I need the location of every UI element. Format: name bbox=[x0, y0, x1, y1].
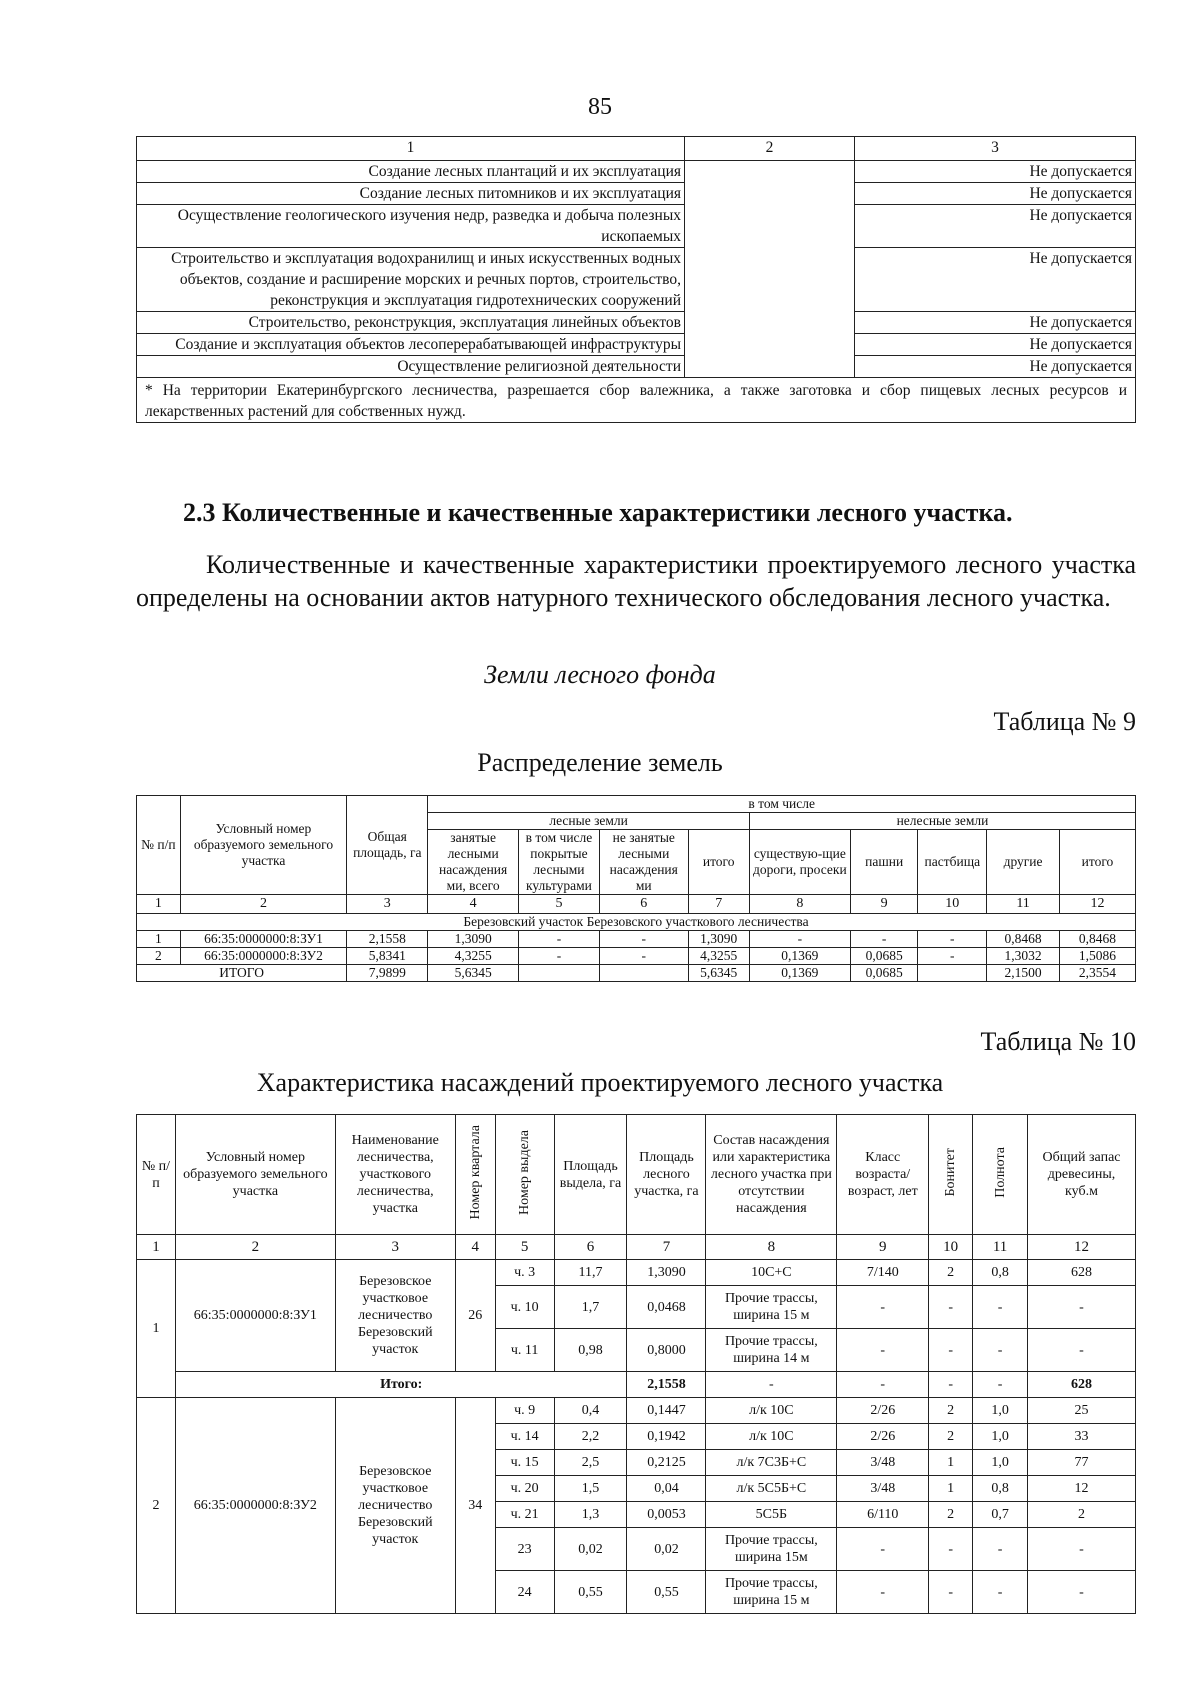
header-plot: Условный номер образуемого земельного участка bbox=[180, 796, 347, 895]
restrictions-table bbox=[136, 136, 1136, 423]
subtotal-row bbox=[137, 1372, 1136, 1398]
plot-id: 66:35:0000000:8:ЗУ1 bbox=[175, 1260, 335, 1372]
cell: 77 bbox=[1028, 1450, 1136, 1476]
table-row bbox=[137, 931, 1136, 948]
cell: ч. 21 bbox=[495, 1502, 554, 1528]
cell: - bbox=[929, 1286, 973, 1329]
paragraph-text: Количественные и качественные характеристики проектируемого лесного участка определены на основании актов натурного технического обследования лесного участка. bbox=[136, 550, 1136, 612]
col-number: 2 bbox=[175, 1235, 335, 1260]
status-cell: Не допускается bbox=[855, 356, 1136, 378]
activity-cell: Создание лесных плантаций и их эксплуатация bbox=[137, 161, 685, 183]
cell: 66:35:0000000:8:ЗУ1 bbox=[180, 931, 347, 948]
status-cell: Не допускается bbox=[855, 161, 1136, 183]
table-row bbox=[137, 312, 1136, 334]
cell: - bbox=[1028, 1329, 1136, 1372]
cell: ч. 10 bbox=[495, 1286, 554, 1329]
cell: - bbox=[918, 948, 987, 965]
cell: 0,2125 bbox=[627, 1450, 706, 1476]
cell: 2,5 bbox=[554, 1450, 627, 1476]
cell: л/к 10С bbox=[706, 1398, 837, 1424]
table-row bbox=[137, 356, 1136, 378]
col-number: 9 bbox=[837, 1235, 929, 1260]
forestry-name: Березовское участковое лесничество Березовский участок bbox=[335, 1398, 455, 1614]
col-number: 4 bbox=[455, 1235, 495, 1260]
header-age: Класс возраста/ возраст, лет bbox=[837, 1115, 929, 1235]
cell: 0,98 bbox=[554, 1329, 627, 1372]
cell: ч. 3 bbox=[495, 1260, 554, 1286]
cell: л/к 7С3Б+С bbox=[706, 1450, 837, 1476]
col-number: 2 bbox=[180, 895, 347, 914]
cell: - bbox=[837, 1372, 929, 1398]
cell: 0,0685 bbox=[850, 948, 918, 965]
cell: - bbox=[850, 931, 918, 948]
cell: 0,0468 bbox=[627, 1286, 706, 1329]
header-arable: пашни bbox=[850, 830, 918, 895]
cell: - bbox=[837, 1286, 929, 1329]
cell: - bbox=[837, 1329, 929, 1372]
cell: - bbox=[973, 1528, 1028, 1571]
cell: 12 bbox=[1028, 1476, 1136, 1502]
cell: - bbox=[973, 1329, 1028, 1372]
cell: 1,3 bbox=[554, 1502, 627, 1528]
col-number: 4 bbox=[428, 895, 519, 914]
land-distribution-table bbox=[136, 795, 1136, 982]
cell: - bbox=[706, 1372, 837, 1398]
table-row bbox=[137, 161, 1136, 183]
cell: - bbox=[1028, 1286, 1136, 1329]
cell: 628 bbox=[1028, 1260, 1136, 1286]
cell: 0,8 bbox=[973, 1476, 1028, 1502]
cell: 2 bbox=[1028, 1502, 1136, 1528]
table10-title: Характеристика насаждений проектируемого лесного участка bbox=[256, 1068, 944, 1097]
cell: 0,0685 bbox=[850, 965, 918, 982]
cell: 0,1369 bbox=[749, 965, 850, 982]
col-number: 1 bbox=[137, 137, 685, 161]
header-total-forest: итого bbox=[688, 830, 749, 895]
total-row bbox=[137, 965, 1136, 982]
cell: 0,8468 bbox=[987, 931, 1060, 948]
col-number: 8 bbox=[706, 1235, 837, 1260]
cell: 3/48 bbox=[837, 1450, 929, 1476]
cell: 0,8000 bbox=[627, 1329, 706, 1372]
cell bbox=[518, 965, 599, 982]
status-cell: Не допускается bbox=[855, 334, 1136, 356]
header-bonitet-text: Бонитет bbox=[943, 1147, 959, 1197]
cell: 2 bbox=[929, 1424, 973, 1450]
footnote-row bbox=[137, 378, 1136, 423]
cell: 33 bbox=[1028, 1424, 1136, 1450]
header-occupied: занятые лесными насаждения ми, всего bbox=[428, 830, 519, 895]
header-other: другие bbox=[987, 830, 1060, 895]
cell: 1,0 bbox=[973, 1398, 1028, 1424]
cell: 2 bbox=[929, 1502, 973, 1528]
cell: 1,7 bbox=[554, 1286, 627, 1329]
col-number: 6 bbox=[600, 895, 688, 914]
header-not-occupied: не занятые лесными насаждения ми bbox=[600, 830, 688, 895]
cell: 4,3255 bbox=[688, 948, 749, 965]
cell: - bbox=[918, 931, 987, 948]
header-plot-area: Площадь лесного участка, га bbox=[627, 1115, 706, 1235]
table-row bbox=[137, 183, 1136, 205]
header-section-area: Площадь выдела, га bbox=[554, 1115, 627, 1235]
col-number: 5 bbox=[518, 895, 599, 914]
header-composition: Состав насаждения или характеристика лесного участка при отсутствии насаждения bbox=[706, 1115, 837, 1235]
col-number: 10 bbox=[929, 1235, 973, 1260]
body-paragraph bbox=[136, 548, 1136, 614]
col-number: 1 bbox=[137, 1235, 176, 1260]
header-section bbox=[495, 1115, 554, 1235]
table10-label: Таблица № 10 bbox=[980, 1027, 1136, 1056]
activity-cell: Осуществление религиозной деятельности bbox=[137, 356, 685, 378]
cell: Прочие трассы, ширина 15м bbox=[706, 1528, 837, 1571]
empty-cell bbox=[685, 161, 855, 378]
cell: 628 bbox=[1028, 1372, 1136, 1398]
header-bonitet bbox=[929, 1115, 973, 1235]
cell: 0,8468 bbox=[1059, 931, 1135, 948]
header-density bbox=[973, 1115, 1028, 1235]
header-quarter-text: Номер квартала bbox=[467, 1124, 483, 1220]
activity-cell: Создание лесных питомников и их эксплуатация bbox=[137, 183, 685, 205]
cell: 1,0 bbox=[973, 1450, 1028, 1476]
cell: 2 bbox=[137, 948, 181, 965]
group-label: Березовский участок Березовского участкового лесничества bbox=[137, 914, 1136, 931]
cell: - bbox=[973, 1372, 1028, 1398]
cell: 4,3255 bbox=[428, 948, 519, 965]
header-num: № п/п bbox=[137, 796, 181, 895]
cell: 0,8 bbox=[973, 1260, 1028, 1286]
status-cell: Не допускается bbox=[855, 312, 1136, 334]
cell: 0,1369 bbox=[749, 948, 850, 965]
subtotal-label: Итого: bbox=[175, 1372, 627, 1398]
cell: 1 bbox=[929, 1476, 973, 1502]
header-forest: лесные земли bbox=[428, 813, 750, 830]
cell: 1,5086 bbox=[1059, 948, 1135, 965]
header-forestry: Наименование лесничества, участкового лесничества, участка bbox=[335, 1115, 455, 1235]
cell: - bbox=[1028, 1528, 1136, 1571]
cell: 0,4 bbox=[554, 1398, 627, 1424]
header-plot: Условный номер образуемого земельного участка bbox=[175, 1115, 335, 1235]
cell: 1 bbox=[137, 931, 181, 948]
cell: 2,1500 bbox=[987, 965, 1060, 982]
cell: 2,2 bbox=[554, 1424, 627, 1450]
cell: 24 bbox=[495, 1571, 554, 1614]
header-pasture: пастбища bbox=[918, 830, 987, 895]
plot-id: 66:35:0000000:8:ЗУ2 bbox=[175, 1398, 335, 1614]
cell: 10С+С bbox=[706, 1260, 837, 1286]
cell: - bbox=[600, 931, 688, 948]
quarter-num: 34 bbox=[455, 1398, 495, 1614]
activity-cell: Строительство, реконструкция, эксплуатация линейных объектов bbox=[137, 312, 685, 334]
plot-num: 2 bbox=[137, 1398, 176, 1614]
cell: 2,3554 bbox=[1059, 965, 1135, 982]
header-quarter bbox=[455, 1115, 495, 1235]
cell: 2,1558 bbox=[627, 1372, 706, 1398]
cell: 0,1447 bbox=[627, 1398, 706, 1424]
col-number: 2 bbox=[685, 137, 855, 161]
forestry-name: Березовское участковое лесничество Березовский участок bbox=[335, 1260, 455, 1372]
cell: - bbox=[1028, 1571, 1136, 1614]
cell: 1 bbox=[929, 1450, 973, 1476]
cell: - bbox=[973, 1286, 1028, 1329]
cell bbox=[600, 965, 688, 982]
table-row bbox=[137, 248, 1136, 312]
cell: 0,1942 bbox=[627, 1424, 706, 1450]
col-number: 10 bbox=[918, 895, 987, 914]
col-number: 5 bbox=[495, 1235, 554, 1260]
cell: ч. 11 bbox=[495, 1329, 554, 1372]
col-number: 7 bbox=[688, 895, 749, 914]
table-row bbox=[137, 334, 1136, 356]
table9-label: Таблица № 9 bbox=[993, 707, 1136, 736]
cell: Прочие трассы, ширина 14 м bbox=[706, 1329, 837, 1372]
cell: 1,3090 bbox=[688, 931, 749, 948]
table-header-row bbox=[137, 137, 1136, 161]
cell: 0,55 bbox=[627, 1571, 706, 1614]
activity-cell: Создание и эксплуатация объектов лесоперерабатывающей инфраструктуры bbox=[137, 334, 685, 356]
cell bbox=[918, 965, 987, 982]
status-cell: Не допускается bbox=[855, 205, 1136, 248]
table-row bbox=[137, 1260, 1136, 1286]
table-row bbox=[137, 205, 1136, 248]
cell: 1,3090 bbox=[627, 1260, 706, 1286]
col-number: 3 bbox=[855, 137, 1136, 161]
header-section-text: Номер выдела bbox=[517, 1129, 533, 1215]
header-volume: Общий запас древесины, куб.м bbox=[1028, 1115, 1136, 1235]
cell: 0,0053 bbox=[627, 1502, 706, 1528]
footnote: * На территории Екатеринбургского лесничества, разрешается сбор валежника, а также заготовка и сбор пищевых лесных ресурсов и лекарственных растений для собственных нужд. bbox=[137, 378, 1136, 423]
header-density-text: Полнота bbox=[992, 1146, 1008, 1198]
header-area: Общая площадь, га bbox=[347, 796, 428, 895]
cell: л/к 5С5Б+С bbox=[706, 1476, 837, 1502]
cell: 2/26 bbox=[837, 1398, 929, 1424]
table-row bbox=[137, 1398, 1136, 1424]
cell: 7/140 bbox=[837, 1260, 929, 1286]
cell: - bbox=[837, 1571, 929, 1614]
col-number: 3 bbox=[335, 1235, 455, 1260]
cell: - bbox=[973, 1571, 1028, 1614]
cell: Прочие трассы, ширина 15 м bbox=[706, 1286, 837, 1329]
col-number: 12 bbox=[1059, 895, 1135, 914]
cell: 2 bbox=[929, 1260, 973, 1286]
section-heading: 2.3 Количественные и качественные характеристики лесного участка. bbox=[183, 498, 1013, 527]
subtitle: Земли лесного фонда bbox=[484, 660, 716, 689]
col-number: 11 bbox=[987, 895, 1060, 914]
cell: ч. 20 bbox=[495, 1476, 554, 1502]
cell: - bbox=[518, 948, 599, 965]
cell: 23 bbox=[495, 1528, 554, 1571]
cell: 0,02 bbox=[627, 1528, 706, 1571]
cell: 1,5 bbox=[554, 1476, 627, 1502]
cell: - bbox=[929, 1329, 973, 1372]
cell: 6/110 bbox=[837, 1502, 929, 1528]
cell: 2/26 bbox=[837, 1424, 929, 1450]
quarter-num: 26 bbox=[455, 1260, 495, 1372]
header-incl: в том числе bbox=[428, 796, 1136, 813]
table-header-row bbox=[137, 1115, 1136, 1235]
activity-cell: Строительство и эксплуатация водохранилищ и иных искусственных водных объектов, создание и расширение морских и речных портов, строительство, реконструкция и эксплуатация гидротехнических сооружений bbox=[137, 248, 685, 312]
col-number: 8 bbox=[749, 895, 850, 914]
cell: 5,6345 bbox=[428, 965, 519, 982]
col-number: 1 bbox=[137, 895, 181, 914]
col-number: 11 bbox=[973, 1235, 1028, 1260]
cell: 11,7 bbox=[554, 1260, 627, 1286]
total-label: ИТОГО bbox=[137, 965, 347, 982]
cell: - bbox=[929, 1571, 973, 1614]
cell: ч. 9 bbox=[495, 1398, 554, 1424]
cell: - bbox=[518, 931, 599, 948]
cell: 2,1558 bbox=[347, 931, 428, 948]
cell: 1,0 bbox=[973, 1424, 1028, 1450]
cell: 1,3090 bbox=[428, 931, 519, 948]
cell: 0,04 bbox=[627, 1476, 706, 1502]
col-number: 7 bbox=[627, 1235, 706, 1260]
status-cell: Не допускается bbox=[855, 183, 1136, 205]
column-number-row bbox=[137, 895, 1136, 914]
status-cell: Не допускается bbox=[855, 248, 1136, 312]
group-row bbox=[137, 914, 1136, 931]
cell: 5,6345 bbox=[688, 965, 749, 982]
cell: ч. 14 bbox=[495, 1424, 554, 1450]
stand-characteristics-table bbox=[136, 1114, 1136, 1614]
cell: ч. 15 bbox=[495, 1450, 554, 1476]
header-total-nonforest: итого bbox=[1059, 830, 1135, 895]
cell: 3/48 bbox=[837, 1476, 929, 1502]
cell: Прочие трассы, ширина 15 м bbox=[706, 1571, 837, 1614]
cell: - bbox=[929, 1528, 973, 1571]
column-number-row bbox=[137, 1235, 1136, 1260]
cell: 0,55 bbox=[554, 1571, 627, 1614]
col-number: 6 bbox=[554, 1235, 627, 1260]
cell: 0,02 bbox=[554, 1528, 627, 1571]
cell: 1,3032 bbox=[987, 948, 1060, 965]
cell: 5,8341 bbox=[347, 948, 428, 965]
cell: - bbox=[600, 948, 688, 965]
cell: 0,7 bbox=[973, 1502, 1028, 1528]
col-number: 3 bbox=[347, 895, 428, 914]
cell: - bbox=[749, 931, 850, 948]
table9-title: Распределение земель bbox=[477, 748, 723, 777]
cell: - bbox=[837, 1528, 929, 1571]
activity-cell: Осуществление геологического изучения недр, разведка и добыча полезных ископаемых bbox=[137, 205, 685, 248]
table-row bbox=[137, 948, 1136, 965]
header-cultures: в том числе покрытые лесными культурами bbox=[518, 830, 599, 895]
cell: 5С5Б bbox=[706, 1502, 837, 1528]
plot-num: 1 bbox=[137, 1260, 176, 1398]
page-number: 85 bbox=[588, 94, 612, 120]
header-roads: существую-щие дороги, просеки bbox=[749, 830, 850, 895]
cell: 25 bbox=[1028, 1398, 1136, 1424]
col-number: 12 bbox=[1028, 1235, 1136, 1260]
header-nonforest: нелесные земли bbox=[749, 813, 1135, 830]
col-number: 9 bbox=[850, 895, 918, 914]
header-num: № п/п bbox=[137, 1115, 176, 1235]
cell: 7,9899 bbox=[347, 965, 428, 982]
cell: л/к 10С bbox=[706, 1424, 837, 1450]
cell: 66:35:0000000:8:ЗУ2 bbox=[180, 948, 347, 965]
cell: - bbox=[929, 1372, 973, 1398]
cell: 2 bbox=[929, 1398, 973, 1424]
